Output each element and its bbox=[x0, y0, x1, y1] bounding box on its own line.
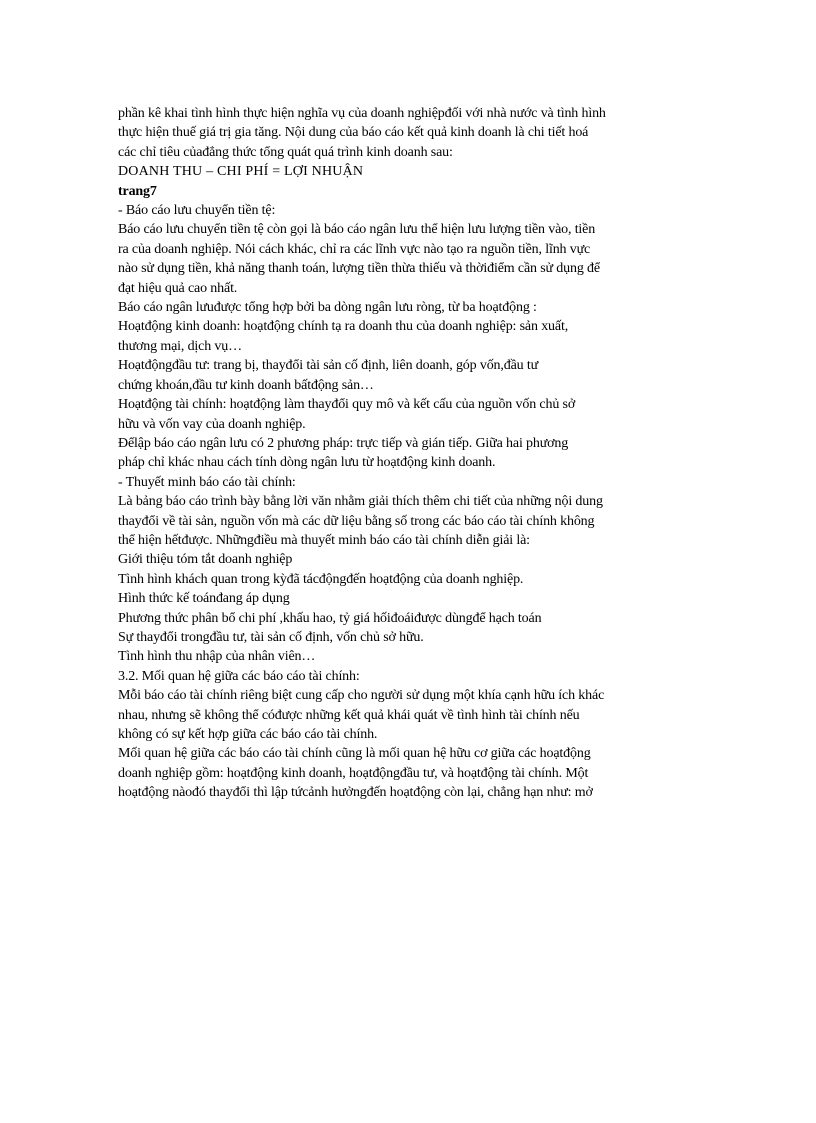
bullet-line: Tình hình khách quan trong kỳđã tácđộngđến hoạtđộng của doanh nghiệp. bbox=[118, 571, 524, 587]
text-line: Là bảng báo cáo trình bày bằng lời văn nhằm giải thích thêm chi tiết của những nội dung bbox=[118, 494, 603, 510]
text-line: chứng khoán,đầu tư kinh doanh bấtđộng sản… bbox=[118, 377, 374, 393]
text-line: nhau, nhưng sẽ không thể cóđược những kết quả khái quát về tình hình tài chính nếu bbox=[118, 707, 580, 723]
bullet-line: Hoạtđộngđầu tư: trang bị, thayđổi tài sản cố định, liên doanh, góp vốn,đầu tư bbox=[118, 358, 539, 374]
text-line: các chỉ tiêu củađẳng thức tổng quát quá trình kinh doanh sau: bbox=[118, 144, 453, 160]
bullet-line: Hoạtđộng tài chính: hoạtđộng làm thayđổi quy mô và kết cấu của nguồn vốn chủ sở bbox=[118, 397, 576, 413]
text-line: pháp chỉ khác nhau cách tính dòng ngân lưu từ hoạtđộng kinh doanh. bbox=[118, 455, 496, 471]
bullet-line: Hoạtđộng kinh doanh: hoạtđộng chính tạ ra doanh thu của doanh nghiệp: sản xuất, bbox=[118, 319, 569, 335]
formula-line: DOANH THU – CHI PHÍ = LỢI NHUẬN bbox=[118, 164, 364, 180]
bullet-line: Sự thayđổi trongđầu tư, tài sản cố định, vốn chủ sở hữu. bbox=[118, 629, 424, 645]
text-line: Báo cáo ngân lưuđược tổng hợp bởi ba dòng ngân lưu ròng, từ ba hoạtđộng : bbox=[118, 300, 537, 316]
text-line: Báo cáo lưu chuyển tiền tệ còn gọi là báo cáo ngân lưu thể hiện lưu lượng tiền vào, tiền bbox=[118, 222, 596, 238]
section-heading: 3.2. Mối quan hệ giữa các báo cáo tài chính: bbox=[118, 668, 360, 684]
page-marker: trang7 bbox=[118, 183, 157, 199]
text-line: Mối quan hệ giữa các báo cáo tài chính cũng là mối quan hệ hữu cơ giữa các hoạtđộng bbox=[118, 746, 591, 762]
document-page bbox=[118, 104, 698, 803]
text-line: thực hiện thuế giá trị gia tăng. Nội dung của báo cáo kết quả kinh doanh là chi tiết hoá bbox=[118, 125, 589, 141]
text-line: Đểlập báo cáo ngân lưu có 2 phương pháp: trực tiếp và gián tiếp. Giữa hai phương bbox=[118, 435, 569, 451]
bullet-line: Giới thiệu tóm tắt doanh nghiệp bbox=[118, 552, 293, 568]
text-line: Mỗi báo cáo tài chính riêng biệt cung cấp cho người sử dụng một khía cạnh hữu ích khác bbox=[118, 688, 605, 704]
text-line: đạt hiệu quả cao nhất. bbox=[118, 280, 238, 296]
text-line: phần kê khai tình hình thực hiện nghĩa vụ của doanh nghiệpđối với nhà nước và tình hình bbox=[118, 106, 606, 121]
section-heading: - Thuyết minh báo cáo tài chính: bbox=[118, 474, 296, 490]
text-line: hữu và vốn vay của doanh nghiệp. bbox=[118, 416, 306, 432]
section-heading: - Báo cáo lưu chuyển tiền tệ: bbox=[118, 203, 276, 219]
text-line: thayđổi về tài sản, nguồn vốn mà các dữ liệu bằng số trong các báo cáo tài chính không bbox=[118, 513, 595, 529]
text-line: nào sử dụng tiền, khả năng thanh toán, lượng tiền thừa thiếu và thờiđiểm cần sử dụng để bbox=[118, 261, 600, 277]
text-line: hoạtđộng nàođó thayđổi thì lập tứcảnh hưởngđến hoạtđộng còn lại, chẳng hạn như: mở bbox=[118, 785, 593, 801]
text-line: doanh nghiệp gồm: hoạtđộng kinh doanh, hoạtđộngđầu tư, và hoạtđộng tài chính. Một bbox=[118, 765, 589, 781]
text-line: không có sự kết hợp giữa các báo cáo tài chính. bbox=[118, 727, 378, 742]
bullet-line: Phương thức phân bổ chi phí ,khấu hao, tỷ giá hốiđoáiđược dùngđể hạch toán bbox=[118, 610, 542, 626]
bullet-line: Hình thức kế toánđang áp dụng bbox=[118, 591, 290, 607]
text-line: thể hiện hếtđược. Nhữngđiều mà thuyết minh báo cáo tài chính diễn giải là: bbox=[118, 532, 530, 548]
text-line: ra của doanh nghiệp. Nói cách khác, chỉ ra các lĩnh vực nào tạo ra nguồn tiền, lĩnh vực bbox=[118, 241, 591, 257]
text-line: thương mại, dịch vụ… bbox=[118, 338, 242, 354]
bullet-line: Tình hình thu nhập của nhân viên… bbox=[118, 649, 316, 665]
